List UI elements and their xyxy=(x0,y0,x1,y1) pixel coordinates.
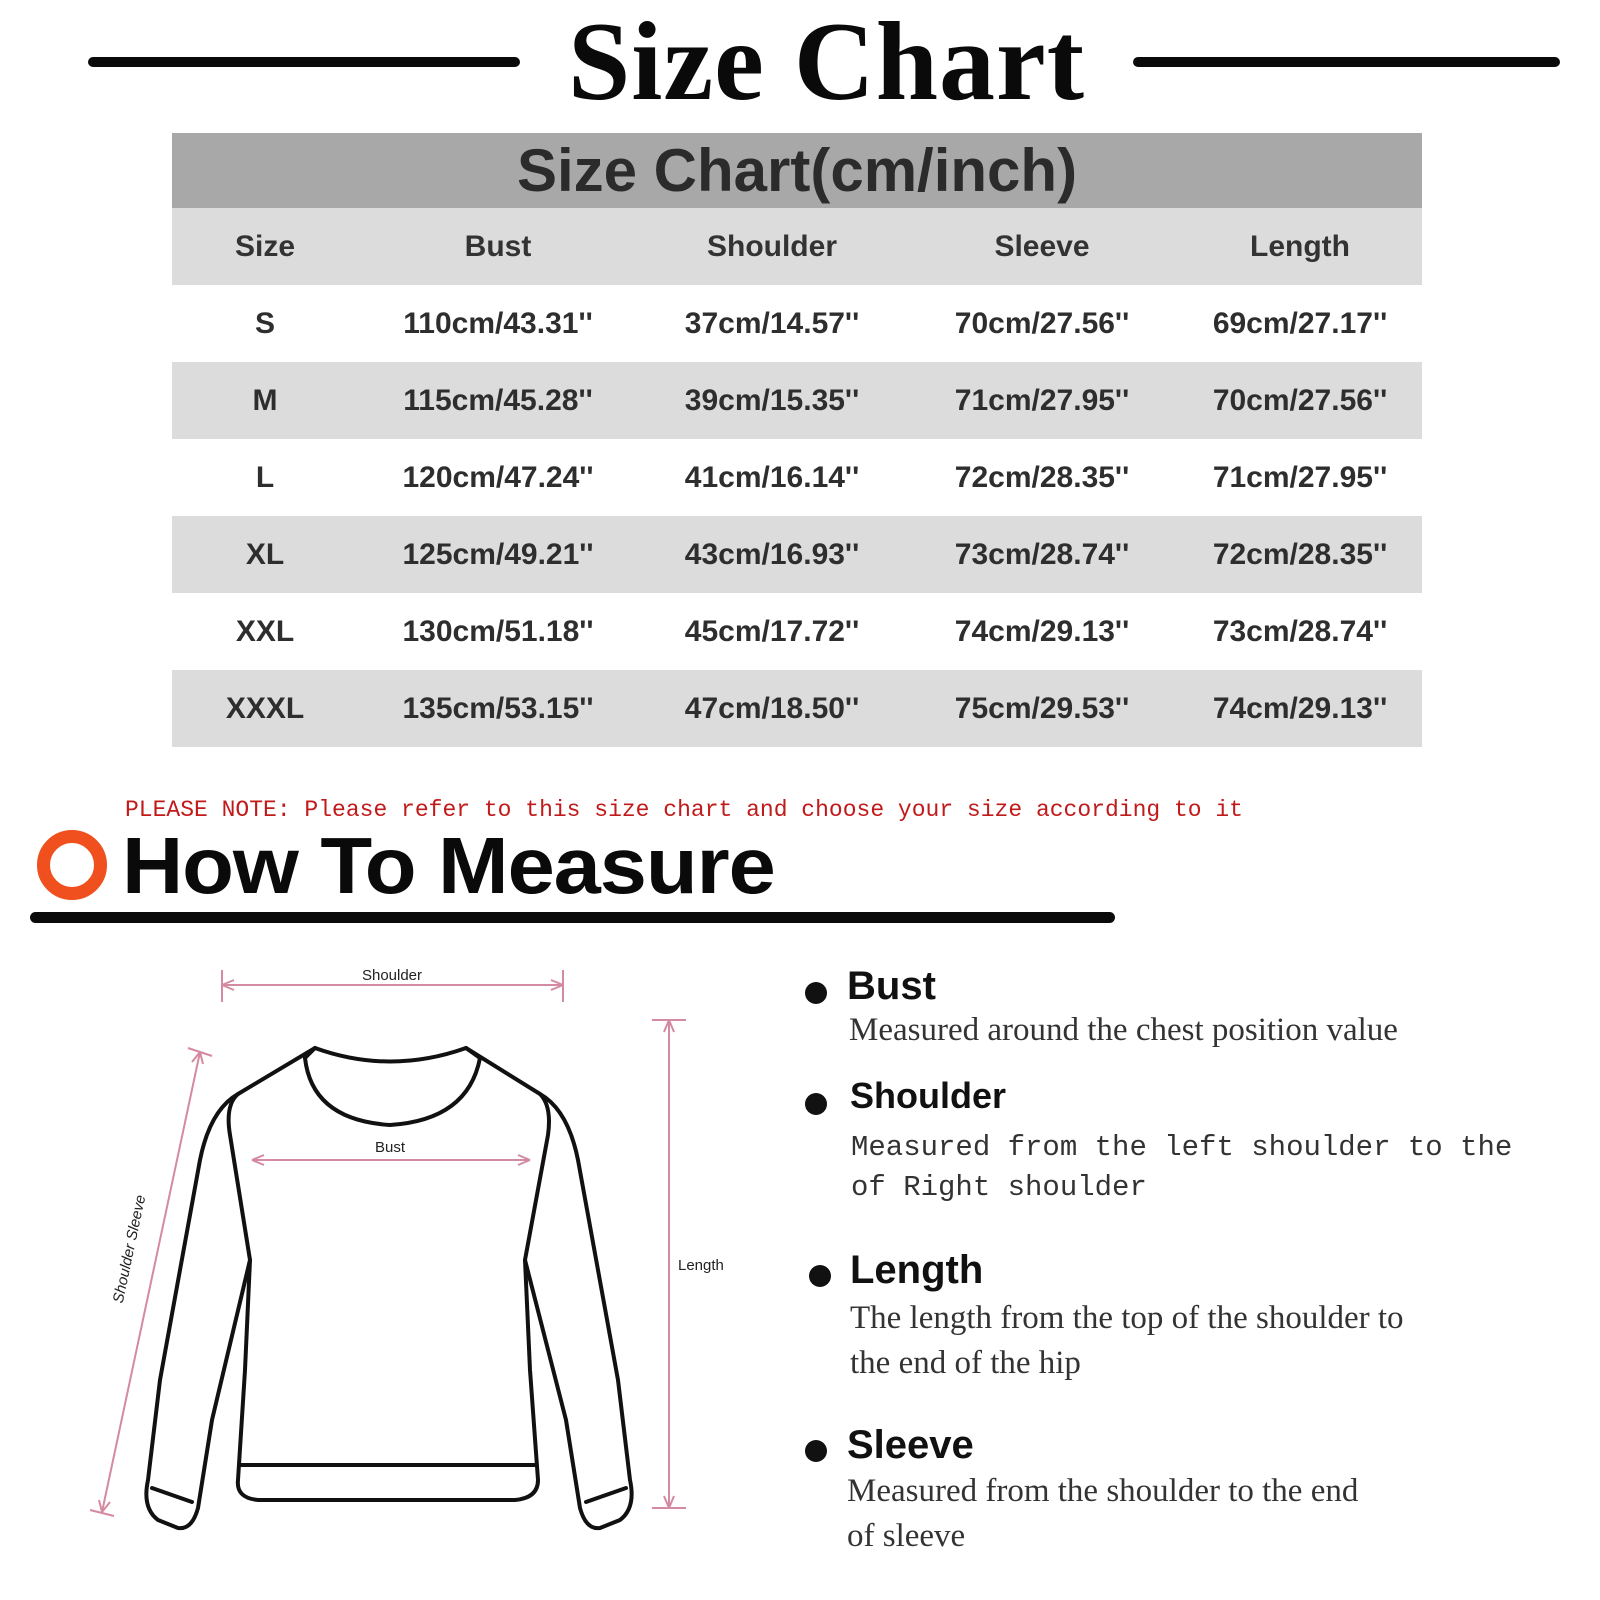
table-cell: 72cm/28.35'' xyxy=(1178,516,1422,593)
table-cell: 41cm/16.14'' xyxy=(638,439,906,516)
table-cell: 45cm/17.72'' xyxy=(638,593,906,670)
table-cell: 110cm/43.31'' xyxy=(358,285,638,362)
size-table xyxy=(172,133,1422,747)
table-cell: XL xyxy=(172,516,358,593)
table-cell: XXL xyxy=(172,593,358,670)
length-description-line: The length from the top of the shoulder to xyxy=(850,1300,1404,1336)
table-row xyxy=(172,439,1422,516)
circle-icon xyxy=(37,830,107,900)
shoulder-description-line: Measured from the left shoulder to the xyxy=(851,1131,1513,1164)
sleeve-description-line: Measured from the shoulder to the end xyxy=(847,1473,1359,1509)
size-note: PLEASE NOTE: Please refer to this size chart and choose your size according to it xyxy=(125,797,1243,823)
sweater-diagram xyxy=(60,960,740,1580)
table-cell: 71cm/27.95'' xyxy=(906,362,1178,439)
table-row xyxy=(172,670,1422,747)
table-cell: 37cm/14.57'' xyxy=(638,285,906,362)
bust-title: Bust xyxy=(847,964,936,1008)
sleeve-title: Sleeve xyxy=(847,1423,974,1467)
table-cell: 75cm/29.53'' xyxy=(906,670,1178,747)
table-cell: 72cm/28.35'' xyxy=(906,439,1178,516)
section-rule xyxy=(30,912,1115,923)
length-description-line: the end of the hip xyxy=(850,1345,1081,1381)
bullet-icon xyxy=(809,1265,831,1287)
table-header-row xyxy=(172,208,1422,285)
column-header: Sleeve xyxy=(906,208,1178,285)
column-header: Length xyxy=(1178,208,1422,285)
table-row xyxy=(172,362,1422,439)
table-cell: 115cm/45.28'' xyxy=(358,362,638,439)
table-cell: 39cm/15.35'' xyxy=(638,362,906,439)
measure-lines xyxy=(90,970,686,1516)
length-title: Length xyxy=(850,1248,984,1292)
diagram-label-shoulder: Shoulder xyxy=(361,967,423,984)
table-cell: 70cm/27.56'' xyxy=(1178,362,1422,439)
table-cell: 73cm/28.74'' xyxy=(1178,593,1422,670)
table-row xyxy=(172,516,1422,593)
header-rule-left xyxy=(88,57,520,67)
table-cell: 71cm/27.95'' xyxy=(1178,439,1422,516)
shoulder-title: Shoulder xyxy=(850,1075,1007,1116)
table-cell: M xyxy=(172,362,358,439)
table-cell: L xyxy=(172,439,358,516)
table-row xyxy=(172,593,1422,670)
diagram-label-bust: Bust xyxy=(374,1139,406,1156)
table-cell: 120cm/47.24'' xyxy=(358,439,638,516)
header-rule-right xyxy=(1133,57,1560,67)
table-cell: XXXL xyxy=(172,670,358,747)
bust-description: Measured around the chest position value xyxy=(849,1012,1398,1048)
page-title: Size Chart xyxy=(567,0,1085,124)
table-row xyxy=(172,285,1422,362)
bullet-icon xyxy=(805,1093,827,1115)
table-caption-row xyxy=(172,133,1422,208)
table-cell: 69cm/27.17'' xyxy=(1178,285,1422,362)
shoulder-description-line: of Right shoulder xyxy=(851,1171,1147,1204)
sweater-outline xyxy=(146,1048,631,1528)
sleeve-description-line: of sleeve xyxy=(847,1518,966,1554)
column-header: Size xyxy=(172,208,358,285)
diagram-label-length: Length xyxy=(678,1257,724,1274)
table-cell: 47cm/18.50'' xyxy=(638,670,906,747)
table-cell: S xyxy=(172,285,358,362)
table-cell: 74cm/29.13'' xyxy=(906,593,1178,670)
table-caption: Size Chart(cm/inch) xyxy=(172,133,1422,208)
table-cell: 74cm/29.13'' xyxy=(1178,670,1422,747)
table-cell: 43cm/16.93'' xyxy=(638,516,906,593)
bullet-icon xyxy=(805,982,827,1004)
column-header: Shoulder xyxy=(638,208,906,285)
table-cell: 70cm/27.56'' xyxy=(906,285,1178,362)
table-cell: 130cm/51.18'' xyxy=(358,593,638,670)
diagram-label-shoulder-sleeve: Shoulder Sleeve xyxy=(109,1193,150,1305)
column-header: Bust xyxy=(358,208,638,285)
table-cell: 125cm/49.21'' xyxy=(358,516,638,593)
table-cell: 135cm/53.15'' xyxy=(358,670,638,747)
how-to-measure-title: How To Measure xyxy=(122,821,775,910)
table-cell: 73cm/28.74'' xyxy=(906,516,1178,593)
bullet-icon xyxy=(805,1440,827,1462)
